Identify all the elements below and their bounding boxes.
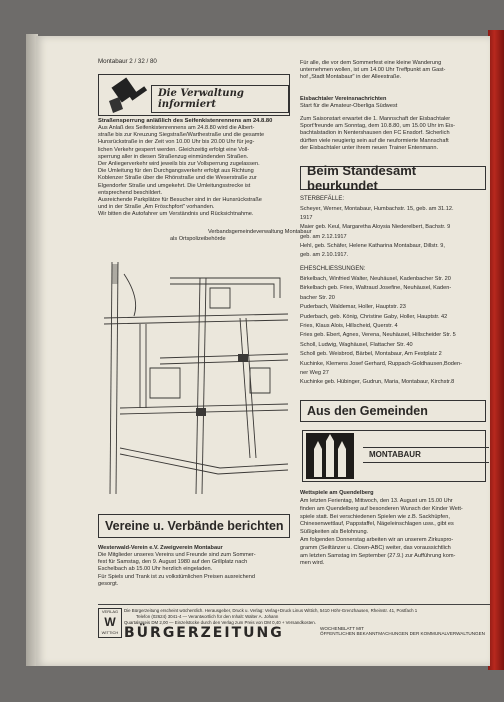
- article-line: lichen Verkehr gesperrt werden. Gleichzeitig erfolgt eine Voll-: [98, 146, 250, 153]
- masthead-name: BÜRGERZEITUNG: [124, 625, 284, 641]
- gemeinden-header-box: Aus den Gemeinden: [300, 400, 486, 422]
- article-line: Ausreichende Parkplätze für Besucher sind in der Hunsrückstraße: [98, 197, 262, 203]
- wettspiele-line: Am folgenden Donnerstag arbeiten wir an unserem Zirkuspro-: [300, 537, 454, 543]
- logo-bottom: WITTICH: [101, 630, 119, 635]
- vereine-header-box: Vereine u. Verbände berichten: [98, 514, 290, 538]
- imprint-line-1: Die Bürgerzeitung erscheint wöchentlich. Herausgeber, Druck u. Verlag: Verlag+Druck Linus Wittich, 5410 Höhr-Grenzhausen, Rheinstr. 41, Postfach 1: [124, 608, 418, 613]
- ehe-line: Fries geb. Ebert, Agnes, Verena, Neuhäusel, Hillscheider Str. 5: [300, 332, 456, 339]
- article-line: Wir bitten die Autofahrer um Verständnis und Rücksichtnahme.: [98, 211, 254, 218]
- wettspiele-line: Am letzten Ferientag, Mittwoch, den 13. August um 15.00 Uhr: [300, 498, 453, 504]
- article-line: Die Umleitung für den Durchgangsverkehr erfolgt aus Richtung: [98, 168, 254, 175]
- verwaltung-header-box: [98, 74, 290, 116]
- westerwald-line: gesorgt.: [98, 580, 119, 587]
- eisbach-line: dürften viele neugierig sein auf die neuformierte Mannschaft: [300, 137, 449, 144]
- eisbach-subheadline: Start für die Amateur-Oberliga Südwest: [300, 103, 398, 109]
- ehe-line: Kuchinke, Klemens Josef Gerhard, Ruppach-Goldhausen,Boden-: [300, 360, 463, 367]
- logo-mark: W: [104, 615, 116, 629]
- footer-rule: [98, 604, 490, 605]
- eisbach-headline: Eisbachtaler Vereinsnachrichten: [300, 96, 387, 102]
- article-line: Hunsrückstraße in der Zeit von 10.00 Uhr bis 20.00 Uhr für jeg-: [98, 139, 255, 146]
- sterbe-line: Scheyer, Werner, Montabaur, Humbachstr. 15, geb. am 31.12.: [300, 206, 454, 212]
- sterbe-line: geb. am 2.10.1917.: [300, 252, 349, 258]
- eisbach-line: der Eisbachtaler unter ihrem neuen Trainer Entenmann.: [300, 144, 439, 151]
- westerwald-line: Eschelbach ab 15.00 Uhr herzlich eingeladen.: [98, 566, 213, 573]
- article-line: und in der Straße „Am Fröschpfort" vorhanden.: [98, 204, 215, 211]
- standesamt-header-box: Beim Standesamt beurkundet: [300, 166, 486, 190]
- wittich-logo: [98, 608, 122, 638]
- wettspiele-headline: Wettspiele am Quendelberg: [300, 490, 374, 496]
- sterbe-line: Hehl, geb. Schäfer, Helene Katharina Montabaur, Dillstr. 9,: [300, 242, 445, 249]
- right-top-line: Für alle, die vor dem Sommerfest eine kleine Wanderung: [300, 60, 442, 66]
- westerwald-line: Die Mitglieder unseres Vereins und Freunde sind zum Sommer-: [98, 552, 256, 558]
- ehe-line: Birkelbach geb. Fries, Waltraud Josefine, Neuhäusel, Kaden-: [300, 285, 452, 292]
- wettspiele-line: spiele statt. Bei verschiedenen Spielen wie z.B. Sackhüpfen,: [300, 513, 450, 520]
- article-line: entsprechend beschildert.: [98, 189, 163, 196]
- ehe-line: Fries, Klaus Alois, Hillscheid, Querstr. 4: [300, 323, 398, 329]
- westerwald-headline: Westerwald-Verein e.V. Zweigverein Montabaur: [98, 545, 223, 551]
- brush-icon: [103, 75, 153, 115]
- logo-top: VERLAG: [101, 609, 119, 614]
- article-line: Aus Anlaß des Seifenkistenrennens am 24.8.80 wird die Albert-: [98, 125, 255, 131]
- imprint-line-2: Telefon (02624) 3041-4 — Verantwortlich für den Inhalt: Walter A. Johann: [136, 614, 279, 619]
- article-line: Der Anliegerverkehr wird jeweils bis zur Vollsperrung zugelassen.: [98, 161, 260, 167]
- book-spine: [488, 30, 504, 670]
- westerwald-line: fest für Samstag, den 9. August 1980 auf den Grillplatz nach: [98, 559, 248, 566]
- ehe-line: Scholl, Ludwig, Waghäusel, Flattacher Str. 40: [300, 341, 413, 348]
- article-line: Koblenzer Straße über die Rhönstraße und die Weserstraße zur: [98, 175, 257, 182]
- sterbe-line: geb. am 2.12.1917: [300, 233, 347, 240]
- wettspiele-line: gramm (Seiltänzer u. Clown-ABC) weiter, das voraussichtlich: [300, 544, 451, 551]
- wettspiele-line: finden am Quendelberg auf besonderen Wunsch der Kinder Wett-: [300, 505, 463, 512]
- ehe-line: Kuchinke geb. Hübinger, Gudrun, Maria, Montabaur, Kirchstr.8: [300, 379, 455, 386]
- ehe-line: ner Weg 27: [300, 370, 329, 376]
- ehe-title: EHESCHLIESSUNGEN:: [300, 266, 366, 272]
- wettspiele-line: am letzten Samstag im September (27.9.) zur Aufführung kom-: [300, 552, 456, 559]
- imprint-line-3: Quartalspreis DM 2,00 — Einzelstücke durch den Verlag zum Preis von DM 0,40 + Versandkosten.: [124, 620, 316, 625]
- eisbach-line: Sport'freunde am Sonntag, dem 10.8.80, um 15.00 Uhr im Eis-: [300, 123, 455, 130]
- eisbach-line: bachtalstadion in Nentershausen den FC Ensdorf. Sicherlich: [300, 130, 450, 137]
- masthead-sub-2: ÖFFENTLICHEN BEKANNTMACHUNGEN DER KOMMUNALVERWALTUNGEN: [320, 631, 485, 636]
- westerwald-line: Für Spiels und Trank ist zu volkstümlichen Preisen ausreichend: [98, 573, 256, 580]
- sterbe-title: STERBEFÄLLE:: [300, 196, 345, 202]
- sterbe-line: 1917: [300, 215, 313, 222]
- article-line: Elgendorfer Straße und umgekehrt. Die Umleitungsstrecke ist: [98, 182, 251, 189]
- right-top-line: unternehmen wollen, ist um 14.00 Uhr Treffpunkt am Gast-: [300, 67, 446, 74]
- montabaur-banner: [302, 430, 486, 482]
- article-line: straße bis zur Kreuzung Siegstraße/Warthestraße und die gesamte: [98, 132, 265, 139]
- detour-map: [100, 258, 288, 494]
- ehe-line: Puderbach, geb. König, Christine Gaby, Holler, Hauptstr. 42: [300, 313, 448, 320]
- wettspiele-line: men wird.: [300, 560, 325, 567]
- newspaper-page: [36, 36, 490, 666]
- eisbach-line: Zum Saisonstart erwartet die 1. Mannschaft der Eisbachtaler: [300, 116, 451, 122]
- right-top-line: hof „Stadt Montabaur" in der Alleestraße.: [300, 74, 402, 81]
- ehe-line: Scholl geb. Weisbrod, Bärbel, Montabaur, Am Festplatz 2: [300, 351, 442, 358]
- ehe-line: bacher Str. 20: [300, 294, 335, 301]
- ehe-line: Birkelbach, Winfried Walter, Neuhäusel, Kadenbacher Str. 20: [300, 276, 451, 282]
- sterbe-line: Maier geb. Keul, Margaretha Aloysia Niederelbert, Bachstr. 9: [300, 224, 451, 231]
- castle-icon: [304, 431, 356, 481]
- signature-line-2: als Ortspolizeibehörde: [170, 236, 226, 242]
- town-label: MONTABAUR: [363, 447, 489, 463]
- signature-line-1: Verbandsgemeindeverwaltung Montabaur: [208, 229, 312, 235]
- page-header: Montabaur 2 / 32 / 80: [98, 58, 157, 65]
- wettspiele-line: Chinesenwettlauf, Pappstaffel, Nägeleinschlagen usw., gibt es: [300, 521, 454, 528]
- article-line: sperrung aller in diesen Straßenzug einmündenden Straßen.: [98, 153, 249, 160]
- ehe-line: Puderbach, Waldemar, Holler, Hauptstr. 23: [300, 304, 406, 311]
- masthead-sub-1: WOCHENBLATT MIT: [320, 626, 364, 631]
- wettspiele-line: Süßigkeiten als Belohnung.: [300, 529, 369, 536]
- article-headline: Straßensperrung anläßlich des Seifenkistenrennens am 24.8.80: [98, 118, 273, 124]
- verwaltung-title: Die Verwaltung informiert: [151, 85, 289, 113]
